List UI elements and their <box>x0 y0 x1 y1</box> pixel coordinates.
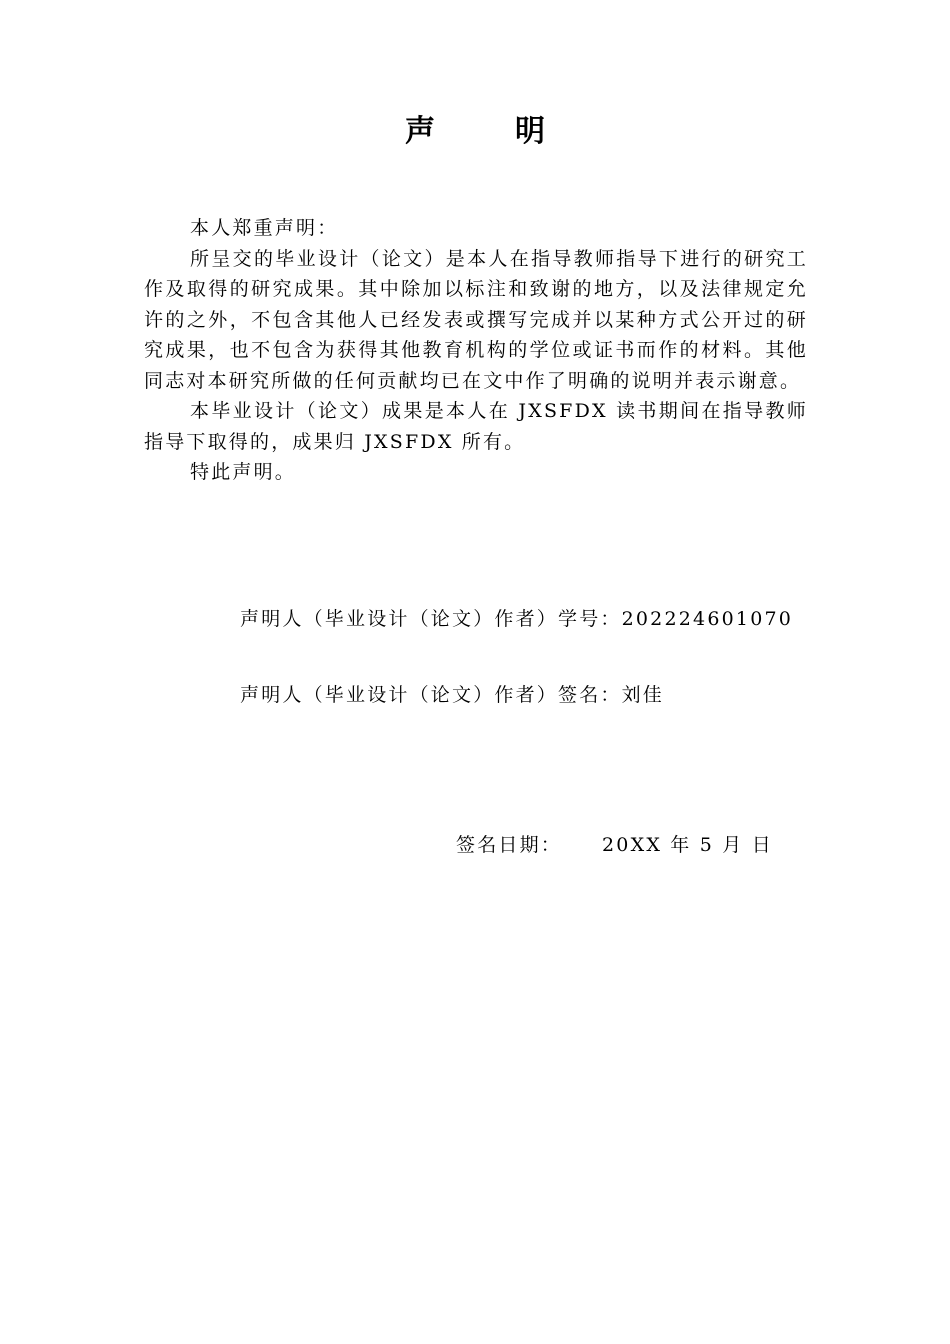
paragraph-statement: 所呈交的毕业设计（论文）是本人在指导教师指导下进行的研究工作及取得的研究成果。其中除加以标注和致谢的地方，以及法律规定允许的之外，不包含其他人已经发表或撰写完成并以某种方式公开过的研究成果，也不包含为获得其他教育机构的学位或证书而作的材料。其他同志对本研究所做的任何贡献均已在文中作了明确的说明并表示谢意。 <box>144 247 808 392</box>
signature-date-line <box>456 830 773 860</box>
page-title: 声明 <box>405 114 625 149</box>
student-number-label: 声明人（毕业设计（论文）作者）学号： <box>240 608 622 630</box>
student-number-value: 202224601070 <box>621 608 794 630</box>
paragraph-opening: 本人郑重声明： <box>190 217 339 239</box>
signature-line <box>240 680 664 710</box>
signature-label: 声明人（毕业设计（论文）作者）签名： <box>240 684 622 706</box>
paragraph-ownership: 本毕业设计（论文）成果是本人在 JXSFDX 读书期间在指导教师指导下取得的，成果归 JXSFDX 所有。 <box>144 400 808 453</box>
student-number-line <box>240 604 793 634</box>
paragraph-closing: 特此声明。 <box>190 461 297 483</box>
declaration-body <box>144 213 808 488</box>
date-value: 20XX 年 5 月 日 <box>602 834 773 856</box>
signature-name: 刘佳 <box>621 684 665 706</box>
date-label: 签名日期： <box>456 834 563 856</box>
